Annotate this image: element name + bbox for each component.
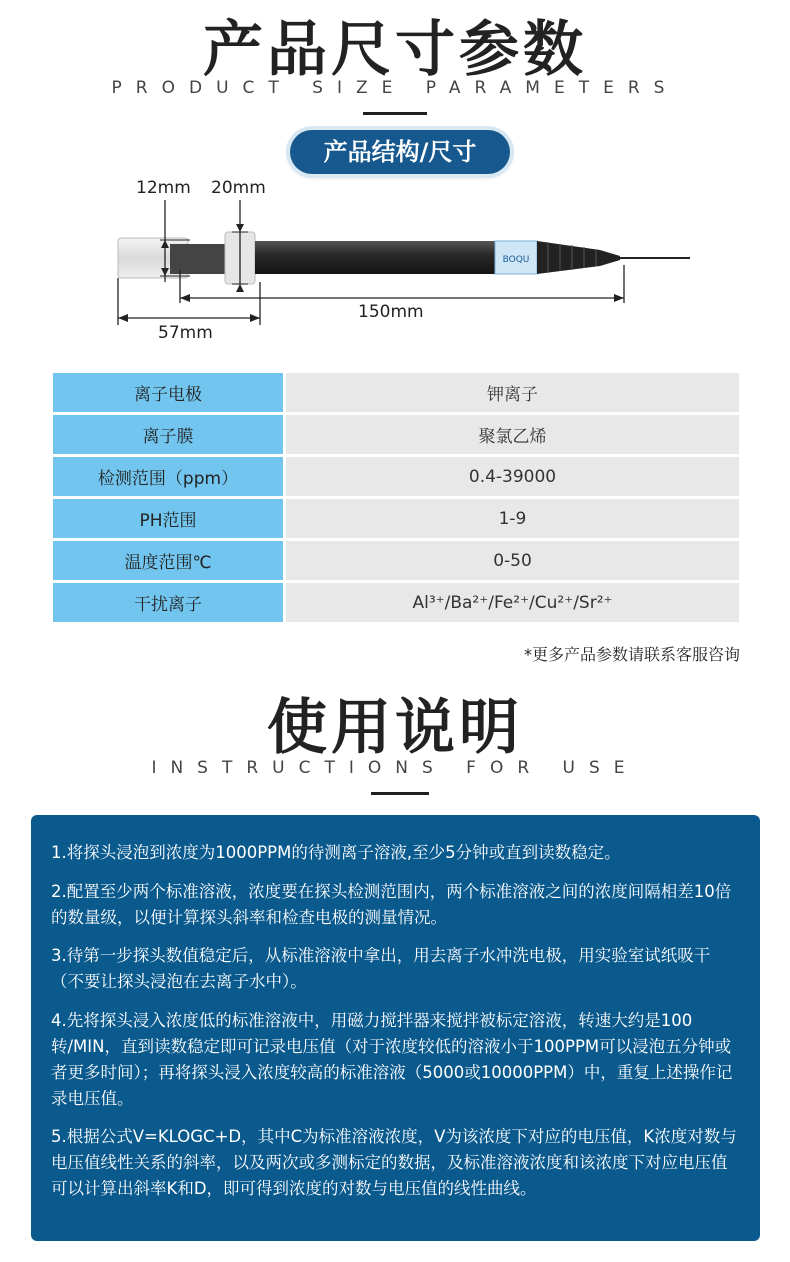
spec-value: 0-50 xyxy=(286,541,739,580)
section-title-usage: 使用说明 xyxy=(267,693,523,763)
table-row xyxy=(53,415,739,454)
structure-pill: 产品结构/尺寸 xyxy=(290,130,510,174)
dim-12mm: 12mm xyxy=(136,178,191,198)
dim-57mm: 57mm xyxy=(158,323,213,343)
table-row xyxy=(53,583,739,622)
section-subtitle-size: PRODUCT SIZE PARAMETERS xyxy=(111,78,679,98)
spec-value: 聚氯乙烯 xyxy=(286,415,739,454)
probe-label: BOQU xyxy=(502,255,530,265)
section-title-size: 产品尺寸参数 xyxy=(203,15,587,85)
probe-illustration xyxy=(0,170,790,350)
spec-value: Al³⁺/Ba²⁺/Fe²⁺/Cu²⁺/Sr²⁺ xyxy=(286,583,739,622)
title-underline xyxy=(371,792,429,795)
spec-key: 温度范围℃ xyxy=(53,541,286,580)
spec-value: 0.4-39000 xyxy=(286,457,739,496)
spec-value: 钾离子 xyxy=(286,373,739,412)
instruction-item: 4.先将探头浸入浓度低的标准溶液中，用磁力搅拌器来搅拌被标定溶液，转速大约是100转/MIN，直到读数稳定即可记录电压值（对于浓度较低的溶液小于100PPM可以浸泡五分钟或者更多时间）；再将探头浸入浓度较高的标准溶液（5000或10000PPM）中，重复上述操作记录电压值。 xyxy=(51,1011,733,1108)
table-row xyxy=(53,499,739,538)
instruction-item: 3.待第一步探头数值稳定后，从标准溶液中拿出，用去离子水冲洗电极，用实验室试纸吸干（不要让探头浸泡在去离子水中）。 xyxy=(51,946,711,991)
table-row xyxy=(53,541,739,580)
dim-150mm: 150mm xyxy=(358,302,424,322)
spec-value: 1-9 xyxy=(286,499,739,538)
spec-key: 检测范围（ppm） xyxy=(53,457,286,496)
probe-diagram xyxy=(0,170,790,350)
table-row xyxy=(53,457,739,496)
spec-key: 干扰离子 xyxy=(53,583,286,622)
spec-key: PH范围 xyxy=(53,499,286,538)
instruction-item: 1.将探头浸泡到浓度为1000PPM的待测离子溶液,至少5分钟或直到读数稳定。 xyxy=(51,843,621,862)
section-subtitle-usage: INSTRUCTIONS FOR USE xyxy=(151,758,639,778)
dim-20mm: 20mm xyxy=(211,178,266,198)
instruction-item: 5.根据公式V=KLOGC+D，其中C为标准溶液浓度，V为该浓度下对应的电压值，K浓度对数与电压值线性关系的斜率，以及两次或多测标定的数据，及标准溶液浓度和该浓度下对应电压值可以计算出斜率K和D，即可得到浓度的对数与电压值的线性曲线。 xyxy=(51,1127,737,1198)
spec-table xyxy=(53,370,739,625)
title-underline xyxy=(363,112,427,115)
instructions-panel xyxy=(31,815,760,1241)
contact-note: *更多产品参数请联系客服咨询 xyxy=(523,645,740,664)
spec-key: 离子电极 xyxy=(53,373,286,412)
instruction-item: 2.配置至少两个标准溶液，浓度要在探头检测范围内，两个标准溶液之间的浓度间隔相差10倍的数量级，以便计算探头斜率和检查电极的测量情况。 xyxy=(51,882,732,927)
spec-key: 离子膜 xyxy=(53,415,286,454)
table-row xyxy=(53,373,739,412)
